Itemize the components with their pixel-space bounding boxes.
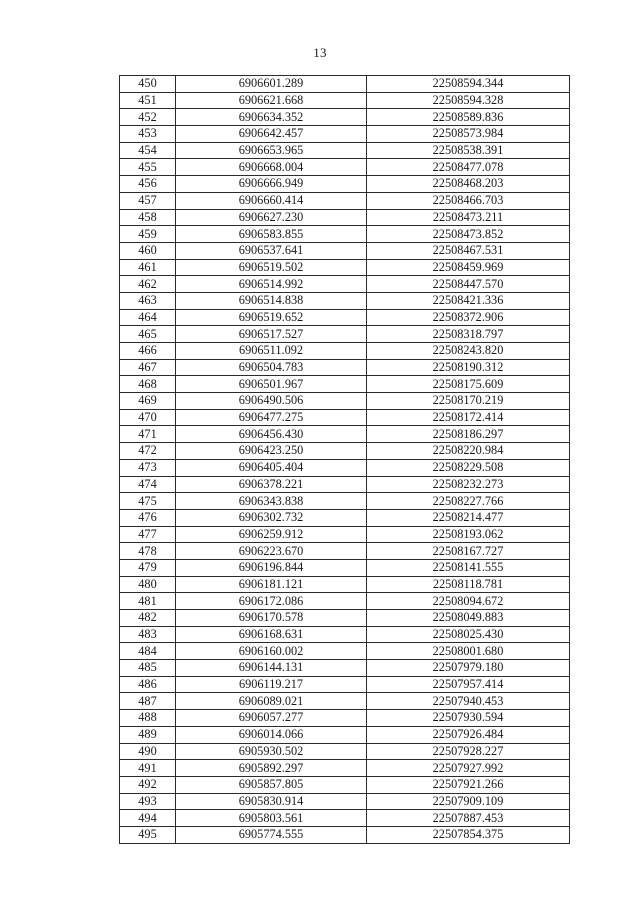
x-coordinate-cell: 6906660.414 (176, 192, 367, 209)
table-row (120, 476, 570, 493)
page-number: 13 (313, 45, 327, 60)
table-row (120, 109, 570, 126)
y-coordinate-cell: 22507957.414 (367, 676, 570, 693)
y-coordinate-cell: 22508025.430 (367, 626, 570, 643)
table-row (120, 443, 570, 460)
table-row (120, 326, 570, 343)
point-number-cell: 479 (120, 559, 176, 576)
y-coordinate-cell: 22508594.344 (367, 76, 570, 93)
point-number-cell: 469 (120, 393, 176, 410)
point-number-cell: 463 (120, 292, 176, 309)
point-number-cell: 456 (120, 176, 176, 193)
point-number-cell: 480 (120, 576, 176, 593)
x-coordinate-cell: 6906519.502 (176, 259, 367, 276)
point-number-cell: 458 (120, 209, 176, 226)
table-row (120, 693, 570, 710)
point-number-cell: 478 (120, 543, 176, 560)
y-coordinate-cell: 22508186.297 (367, 426, 570, 443)
y-coordinate-cell: 22508220.984 (367, 443, 570, 460)
x-coordinate-cell: 6905930.502 (176, 743, 367, 760)
x-coordinate-cell: 6906160.002 (176, 643, 367, 660)
y-coordinate-cell: 22508318.797 (367, 326, 570, 343)
table-row (120, 760, 570, 777)
x-coordinate-cell: 6906168.631 (176, 626, 367, 643)
x-coordinate-cell: 6906621.668 (176, 92, 367, 109)
x-coordinate-cell: 6906196.844 (176, 559, 367, 576)
point-number-cell: 483 (120, 626, 176, 643)
table-row (120, 242, 570, 259)
point-number-cell: 488 (120, 710, 176, 727)
table-row (120, 626, 570, 643)
y-coordinate-cell: 22507928.227 (367, 743, 570, 760)
point-number-cell: 455 (120, 159, 176, 176)
x-coordinate-cell: 6905774.555 (176, 826, 367, 843)
point-number-cell: 485 (120, 660, 176, 677)
y-coordinate-cell: 22508421.336 (367, 292, 570, 309)
table-row (120, 376, 570, 393)
point-number-cell: 473 (120, 459, 176, 476)
point-number-cell: 484 (120, 643, 176, 660)
table-row (120, 409, 570, 426)
y-coordinate-cell: 22508468.203 (367, 176, 570, 193)
table-row (120, 493, 570, 510)
table-row (120, 643, 570, 660)
y-coordinate-cell: 22508229.508 (367, 459, 570, 476)
y-coordinate-cell: 22507926.484 (367, 726, 570, 743)
table-row (120, 526, 570, 543)
y-coordinate-cell: 22507887.453 (367, 810, 570, 827)
point-number-cell: 459 (120, 226, 176, 243)
point-number-cell: 462 (120, 276, 176, 293)
table-row (120, 726, 570, 743)
x-coordinate-cell: 6906634.352 (176, 109, 367, 126)
x-coordinate-cell: 6906181.121 (176, 576, 367, 593)
point-number-cell: 451 (120, 92, 176, 109)
x-coordinate-cell: 6906057.277 (176, 710, 367, 727)
coordinates-table (119, 75, 570, 844)
x-coordinate-cell: 6906343.838 (176, 493, 367, 510)
point-number-cell: 464 (120, 309, 176, 326)
y-coordinate-cell: 22508227.766 (367, 493, 570, 510)
point-number-cell: 471 (120, 426, 176, 443)
x-coordinate-cell: 6905892.297 (176, 760, 367, 777)
y-coordinate-cell: 22507940.453 (367, 693, 570, 710)
table-row (120, 276, 570, 293)
x-coordinate-cell: 6906477.275 (176, 409, 367, 426)
point-number-cell: 482 (120, 610, 176, 627)
x-coordinate-cell: 6906601.289 (176, 76, 367, 93)
table-row (120, 676, 570, 693)
x-coordinate-cell: 6906517.527 (176, 326, 367, 343)
table-row (120, 576, 570, 593)
x-coordinate-cell: 6906514.992 (176, 276, 367, 293)
point-number-cell: 476 (120, 509, 176, 526)
x-coordinate-cell: 6905803.561 (176, 810, 367, 827)
point-number-cell: 475 (120, 493, 176, 510)
x-coordinate-cell: 6906511.092 (176, 343, 367, 360)
y-coordinate-cell: 22508094.672 (367, 593, 570, 610)
y-coordinate-cell: 22508170.219 (367, 393, 570, 410)
x-coordinate-cell: 6906170.578 (176, 610, 367, 627)
x-coordinate-cell: 6906514.838 (176, 292, 367, 309)
table-row (120, 343, 570, 360)
point-number-cell: 453 (120, 126, 176, 143)
x-coordinate-cell: 6906014.066 (176, 726, 367, 743)
table-row (120, 559, 570, 576)
x-coordinate-cell: 6906537.641 (176, 242, 367, 259)
x-coordinate-cell: 6906456.430 (176, 426, 367, 443)
table-row (120, 610, 570, 627)
x-coordinate-cell: 6906504.783 (176, 359, 367, 376)
table-row (120, 793, 570, 810)
table-row (120, 776, 570, 793)
y-coordinate-cell: 22508193.062 (367, 526, 570, 543)
x-coordinate-cell: 6906089.021 (176, 693, 367, 710)
x-coordinate-cell: 6906144.131 (176, 660, 367, 677)
x-coordinate-cell: 6906490.506 (176, 393, 367, 410)
table-row (120, 660, 570, 677)
point-number-cell: 461 (120, 259, 176, 276)
table-row (120, 126, 570, 143)
x-coordinate-cell: 6905830.914 (176, 793, 367, 810)
y-coordinate-cell: 22507927.992 (367, 760, 570, 777)
x-coordinate-cell: 6906302.732 (176, 509, 367, 526)
table-row (120, 426, 570, 443)
point-number-cell: 486 (120, 676, 176, 693)
table-row (120, 292, 570, 309)
x-coordinate-cell: 6906423.250 (176, 443, 367, 460)
x-coordinate-cell: 6906583.855 (176, 226, 367, 243)
table-row (120, 743, 570, 760)
y-coordinate-cell: 22508049.883 (367, 610, 570, 627)
table-row (120, 92, 570, 109)
y-coordinate-cell: 22508477.078 (367, 159, 570, 176)
x-coordinate-cell: 6906172.086 (176, 593, 367, 610)
table-row (120, 359, 570, 376)
point-number-cell: 460 (120, 242, 176, 259)
y-coordinate-cell: 22508459.969 (367, 259, 570, 276)
x-coordinate-cell: 6906519.652 (176, 309, 367, 326)
table-row (120, 710, 570, 727)
table-row (120, 226, 570, 243)
point-number-cell: 450 (120, 76, 176, 93)
y-coordinate-cell: 22508447.570 (367, 276, 570, 293)
point-number-cell: 474 (120, 476, 176, 493)
point-number-cell: 490 (120, 743, 176, 760)
point-number-cell: 493 (120, 793, 176, 810)
y-coordinate-cell: 22508001.680 (367, 643, 570, 660)
y-coordinate-cell: 22508473.211 (367, 209, 570, 226)
x-coordinate-cell: 6906653.965 (176, 142, 367, 159)
y-coordinate-cell: 22508467.531 (367, 242, 570, 259)
y-coordinate-cell: 22507921.266 (367, 776, 570, 793)
y-coordinate-cell: 22508141.555 (367, 559, 570, 576)
table-row (120, 810, 570, 827)
x-coordinate-cell: 6906119.217 (176, 676, 367, 693)
x-coordinate-cell: 6906405.404 (176, 459, 367, 476)
point-number-cell: 454 (120, 142, 176, 159)
table-row (120, 309, 570, 326)
table-row (120, 259, 570, 276)
table-row (120, 593, 570, 610)
x-coordinate-cell: 6906666.949 (176, 176, 367, 193)
x-coordinate-cell: 6906627.230 (176, 209, 367, 226)
point-number-cell: 452 (120, 109, 176, 126)
table-row (120, 176, 570, 193)
y-coordinate-cell: 22508473.852 (367, 226, 570, 243)
table-row (120, 509, 570, 526)
y-coordinate-cell: 22507909.109 (367, 793, 570, 810)
table-row (120, 159, 570, 176)
x-coordinate-cell: 6905857.805 (176, 776, 367, 793)
point-number-cell: 472 (120, 443, 176, 460)
coordinates-table-body (120, 76, 570, 844)
point-number-cell: 481 (120, 593, 176, 610)
x-coordinate-cell: 6906642.457 (176, 126, 367, 143)
point-number-cell: 487 (120, 693, 176, 710)
y-coordinate-cell: 22508214.477 (367, 509, 570, 526)
x-coordinate-cell: 6906668.004 (176, 159, 367, 176)
y-coordinate-cell: 22508118.781 (367, 576, 570, 593)
point-number-cell: 466 (120, 343, 176, 360)
point-number-cell: 492 (120, 776, 176, 793)
point-number-cell: 470 (120, 409, 176, 426)
y-coordinate-cell: 22508190.312 (367, 359, 570, 376)
x-coordinate-cell: 6906501.967 (176, 376, 367, 393)
y-coordinate-cell: 22507979.180 (367, 660, 570, 677)
table-row (120, 76, 570, 93)
x-coordinate-cell: 6906378.221 (176, 476, 367, 493)
y-coordinate-cell: 22508175.609 (367, 376, 570, 393)
table-row (120, 192, 570, 209)
point-number-cell: 468 (120, 376, 176, 393)
point-number-cell: 457 (120, 192, 176, 209)
y-coordinate-cell: 22507930.594 (367, 710, 570, 727)
point-number-cell: 491 (120, 760, 176, 777)
point-number-cell: 465 (120, 326, 176, 343)
y-coordinate-cell: 22508167.727 (367, 543, 570, 560)
table-row (120, 209, 570, 226)
y-coordinate-cell: 22508573.984 (367, 126, 570, 143)
table-row (120, 142, 570, 159)
point-number-cell: 477 (120, 526, 176, 543)
y-coordinate-cell: 22508172.414 (367, 409, 570, 426)
x-coordinate-cell: 6906223.670 (176, 543, 367, 560)
y-coordinate-cell: 22508243.820 (367, 343, 570, 360)
point-number-cell: 495 (120, 826, 176, 843)
table-row (120, 459, 570, 476)
table-row (120, 826, 570, 843)
y-coordinate-cell: 22508594.328 (367, 92, 570, 109)
y-coordinate-cell: 22508372.906 (367, 309, 570, 326)
y-coordinate-cell: 22508538.391 (367, 142, 570, 159)
point-number-cell: 467 (120, 359, 176, 376)
table-row (120, 543, 570, 560)
y-coordinate-cell: 22508589.836 (367, 109, 570, 126)
x-coordinate-cell: 6906259.912 (176, 526, 367, 543)
table-row (120, 393, 570, 410)
y-coordinate-cell: 22508466.703 (367, 192, 570, 209)
point-number-cell: 494 (120, 810, 176, 827)
y-coordinate-cell: 22507854.375 (367, 826, 570, 843)
point-number-cell: 489 (120, 726, 176, 743)
y-coordinate-cell: 22508232.273 (367, 476, 570, 493)
